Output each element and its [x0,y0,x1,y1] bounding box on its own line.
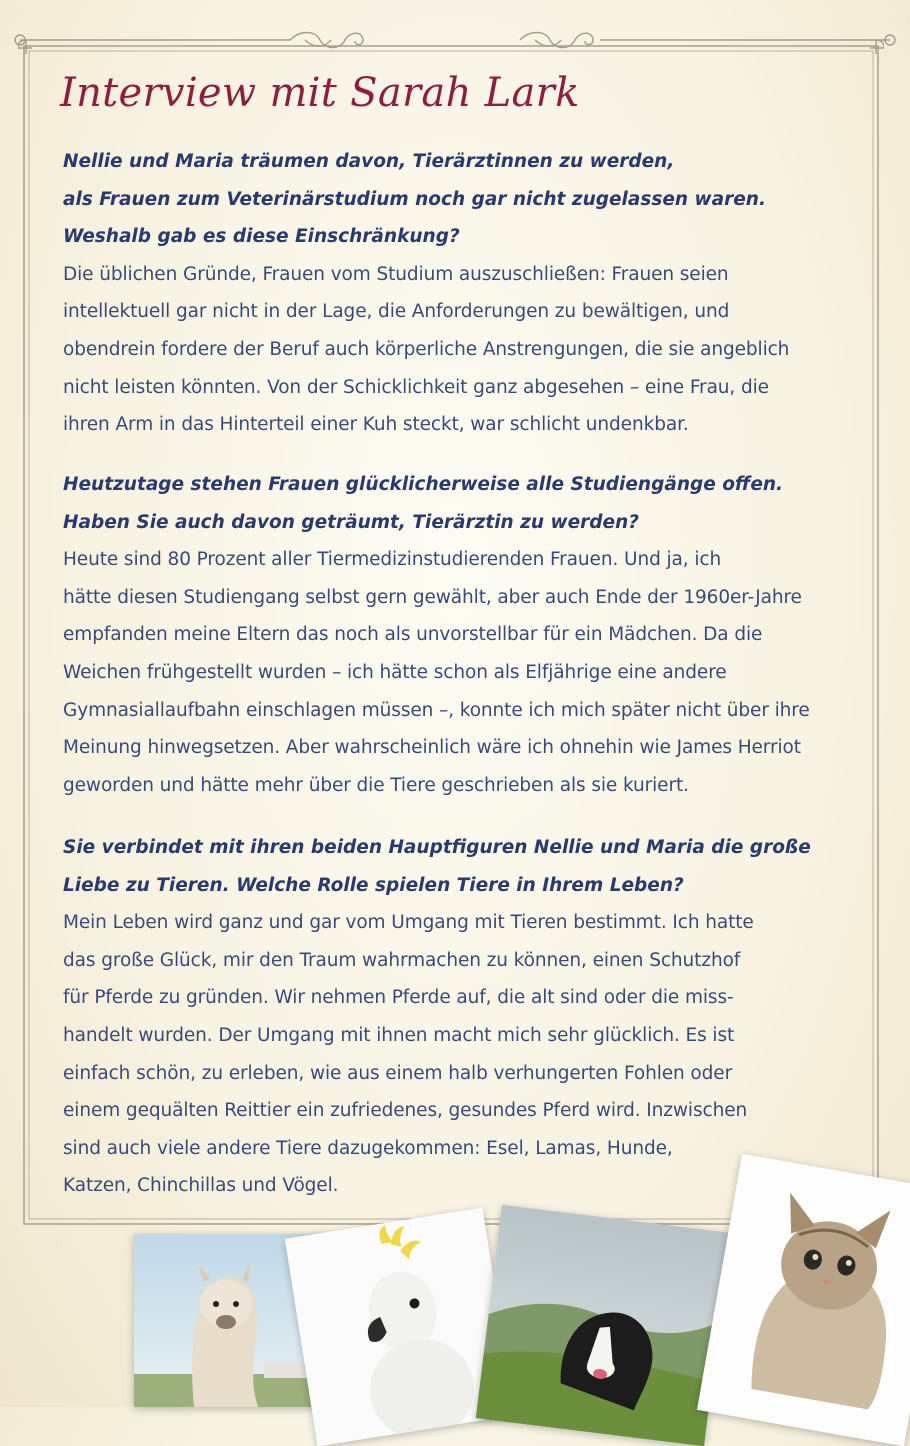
answer-line: Gymnasiallaufbahn einschlagen müssen –, konnte ich mich später nicht über ihre [63,699,810,721]
answer-line: nicht leisten könnten. Von der Schicklichkeit ganz abgesehen – eine Frau, die [63,376,769,398]
answer-line: für Pferde zu gründen. Wir nehmen Pferde auf, die alt sind oder die miss- [63,987,734,1009]
answer-line: das große Glück, mir den Traum wahrmachen zu können, einen Schutzhof [63,949,741,971]
answer-line: Mein Leben wird ganz und gar vom Umgang mit Tieren bestimmt. Ich hatte [63,912,754,934]
answer-line: Weichen frühgestellt wurden – ich hätte schon als Elfjährige eine andere [63,661,727,683]
interview-section-3 [63,829,863,1205]
answer-line: Katzen, Chinchillas und Vögel. [63,1175,339,1197]
answer-line: einem gequälten Reittier ein zufriedenes, gesundes Pferd wird. Inzwischen [63,1100,748,1122]
answer-line: einfach schön, zu erleben, wie aus einem halb verhungerten Fohlen oder [63,1062,733,1084]
answer-line: hätte diesen Studiengang selbst gern gewählt, aber auch Ende der 1960er-Jahre [63,586,802,608]
answer-line: empfanden meine Eltern das noch als unvorstellbar für ein Mädchen. Da die [63,624,763,646]
top-ornament [0,28,910,58]
interview-section-1 [63,143,863,444]
answer-line: intellektuell gar nicht in der Lage, die Anforderungen zu bewältigen, und [63,301,730,323]
answer-line: obendrein fordere der Beruf auch körperliche Anstrengungen, die sie angeblich [63,338,790,360]
answer-line: Meinung hinwegsetzen. Aber wahrscheinlich wäre ich ohnehin wie James Herriot [63,737,801,759]
answer-line: handelt wurden. Der Umgang mit ihnen macht mich sehr glücklich. Es ist [63,1024,735,1046]
interview-section-2 [63,466,863,804]
question-line: Haben Sie auch davon geträumt, Tierärztin zu werden? [63,511,639,533]
answer-line: Heute sind 80 Prozent aller Tiermedizinstudierenden Frauen. Und ja, ich [63,549,722,571]
border-collie-photo [476,1205,730,1446]
question-line: Nellie und Maria träumen davon, Tierärztinnen zu werden, [63,151,675,172]
answer-line: sind auch viele andere Tiere dazugekommen: Esel, Lamas, Hunde, [63,1137,673,1159]
answer-line: Die üblichen Gründe, Frauen vom Studium auszuschließen: Frauen seien [63,263,729,285]
question-line: Weshalb gab es diese Einschränkung? [63,226,460,248]
answer-line: geworden und hätte mehr über die Tiere geschrieben als sie kuriert. [63,774,689,796]
question-line: Sie verbindet mit ihren beiden Hauptfiguren Nellie und Maria die große [63,837,811,858]
question-line: Heutzutage stehen Frauen glücklicherweise alle Studiengänge offen. [63,474,784,495]
page-title: Interview mit Sarah Lark [60,70,580,116]
question-line: als Frauen zum Veterinärstudium noch gar nicht zugelassen waren. [63,188,766,210]
question-line: Liebe zu Tieren. Welche Rolle spielen Tiere in Ihrem Leben? [63,874,684,896]
answer-line: ihren Arm in das Hinterteil einer Kuh steckt, war schlicht undenkbar. [63,414,689,436]
